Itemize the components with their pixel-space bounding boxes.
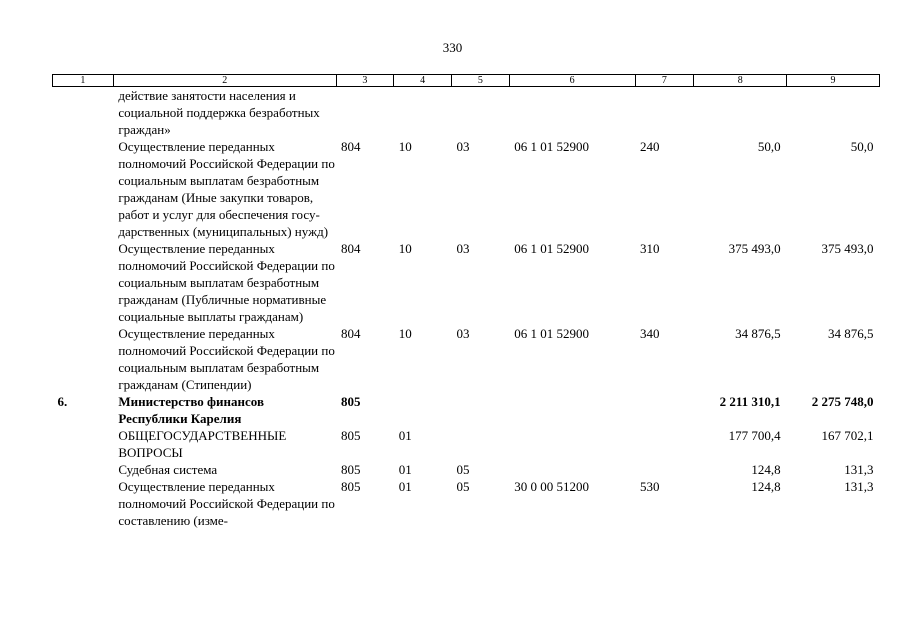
row-name: Осуществление переданных полномочий Российской Федерации по социальным выплатам безработным гражданам (Иные закупки товаров, работ и услуг для обеспечения государственных (муниципальных) нужд)	[118, 139, 335, 239]
row-amount-year1: 124,8	[751, 479, 781, 494]
table-row	[53, 87, 880, 139]
row-expense-type	[635, 461, 694, 478]
row-section: 10	[398, 241, 412, 256]
row-target-article: 30 0 00 51200	[514, 479, 589, 494]
row-target-article	[509, 461, 635, 478]
row-number	[53, 427, 114, 461]
table-row	[53, 393, 880, 427]
row-number: 6.	[57, 394, 68, 409]
row-amount-year1: 50,0	[757, 139, 781, 154]
row-number	[53, 87, 114, 139]
row-section: 10	[398, 326, 412, 341]
row-target-article	[509, 87, 635, 139]
header-cell-6: 6	[509, 75, 635, 87]
row-target-article	[509, 393, 635, 427]
table-header	[53, 75, 880, 87]
row-name: Министерство финансов Республики Карелия	[118, 394, 264, 426]
row-name: Осуществление переданных полномочий Российской Федерации по составлению (изме-	[118, 479, 335, 528]
row-section	[394, 393, 452, 427]
row-name: Осуществление переданных полномочий Российской Федерации по социальным выплатам безработным гражданам (Стипендии)	[118, 326, 335, 392]
row-section	[394, 87, 452, 139]
row-amount-year1	[694, 87, 787, 139]
row-ved: 804	[341, 139, 361, 154]
header-cell-8: 8	[694, 75, 787, 87]
row-subsection: 05	[456, 479, 470, 494]
row-amount-year1: 124,8	[751, 462, 781, 477]
row-expense-type: 240	[640, 139, 660, 154]
row-amount-year2: 50,0	[850, 139, 874, 154]
row-section: 01	[398, 479, 412, 494]
row-number	[53, 461, 114, 478]
row-expense-type: 310	[640, 241, 660, 256]
row-amount-year1: 34 876,5	[735, 326, 781, 341]
table-row	[53, 427, 880, 461]
row-ved: 805	[341, 428, 361, 443]
row-expense-type	[635, 393, 694, 427]
row-target-article: 06 1 01 52900	[514, 326, 589, 341]
row-number	[53, 138, 114, 240]
row-section: 01	[398, 462, 412, 477]
header-cell-9: 9	[787, 75, 880, 87]
row-ved: 805	[341, 394, 361, 409]
row-section: 10	[398, 139, 412, 154]
table-row	[53, 325, 880, 393]
row-amount-year2	[787, 87, 880, 139]
row-subsection: 05	[456, 462, 470, 477]
row-amount-year2: 375 493,0	[821, 241, 874, 256]
budget-table	[52, 74, 880, 529]
row-expense-type: 530	[640, 479, 660, 494]
row-target-article: 06 1 01 52900	[514, 241, 589, 256]
row-amount-year1: 375 493,0	[728, 241, 781, 256]
row-number	[53, 478, 114, 529]
row-amount-year2: 34 876,5	[828, 326, 874, 341]
header-cell-1: 1	[53, 75, 114, 87]
row-subsection	[452, 393, 510, 427]
row-subsection: 03	[456, 241, 470, 256]
table-row	[53, 138, 880, 240]
row-number	[53, 240, 114, 325]
row-subsection	[452, 427, 510, 461]
header-cell-7: 7	[635, 75, 694, 87]
row-amount-year2: 167 702,1	[821, 428, 874, 443]
row-number	[53, 325, 114, 393]
header-cell-2: 2	[113, 75, 336, 87]
page-number: 330	[442, 40, 463, 55]
table-row	[53, 240, 880, 325]
row-ved: 804	[341, 241, 361, 256]
row-subsection: 03	[456, 326, 470, 341]
row-name: Осуществление переданных полномочий Российской Федерации по социальным выплатам безработным гражданам (Публичные нормативные социальные выплаты гражданам)	[118, 241, 335, 324]
row-ved: 805	[341, 462, 361, 477]
row-ved: 805	[341, 479, 361, 494]
row-name: действие занятости населения и социальной поддержка безработных граждан»	[118, 88, 320, 137]
header-cell-4: 4	[394, 75, 452, 87]
row-name: Судебная система	[118, 462, 218, 477]
table-body	[53, 87, 880, 530]
row-amount-year2: 2 275 748,0	[811, 394, 874, 409]
row-amount-year1: 177 700,4	[728, 428, 781, 443]
row-subsection: 03	[456, 139, 470, 154]
row-expense-type: 340	[640, 326, 660, 341]
row-target-article	[509, 427, 635, 461]
row-ved	[336, 87, 394, 139]
table-row	[53, 478, 880, 529]
row-name: ОБЩЕГОСУДАРСТВЕННЫЕ ВОПРОСЫ	[118, 428, 287, 460]
header-row	[53, 75, 880, 87]
row-ved: 804	[341, 326, 361, 341]
table-row	[53, 461, 880, 478]
row-target-article: 06 1 01 52900	[514, 139, 589, 154]
row-amount-year1: 2 211 310,1	[719, 394, 781, 409]
row-subsection	[452, 87, 510, 139]
header-cell-5: 5	[452, 75, 510, 87]
row-amount-year2: 131,3	[844, 462, 874, 477]
row-expense-type	[635, 87, 694, 139]
header-cell-3: 3	[336, 75, 394, 87]
row-section: 01	[398, 428, 412, 443]
row-amount-year2: 131,3	[844, 479, 874, 494]
row-expense-type	[635, 427, 694, 461]
